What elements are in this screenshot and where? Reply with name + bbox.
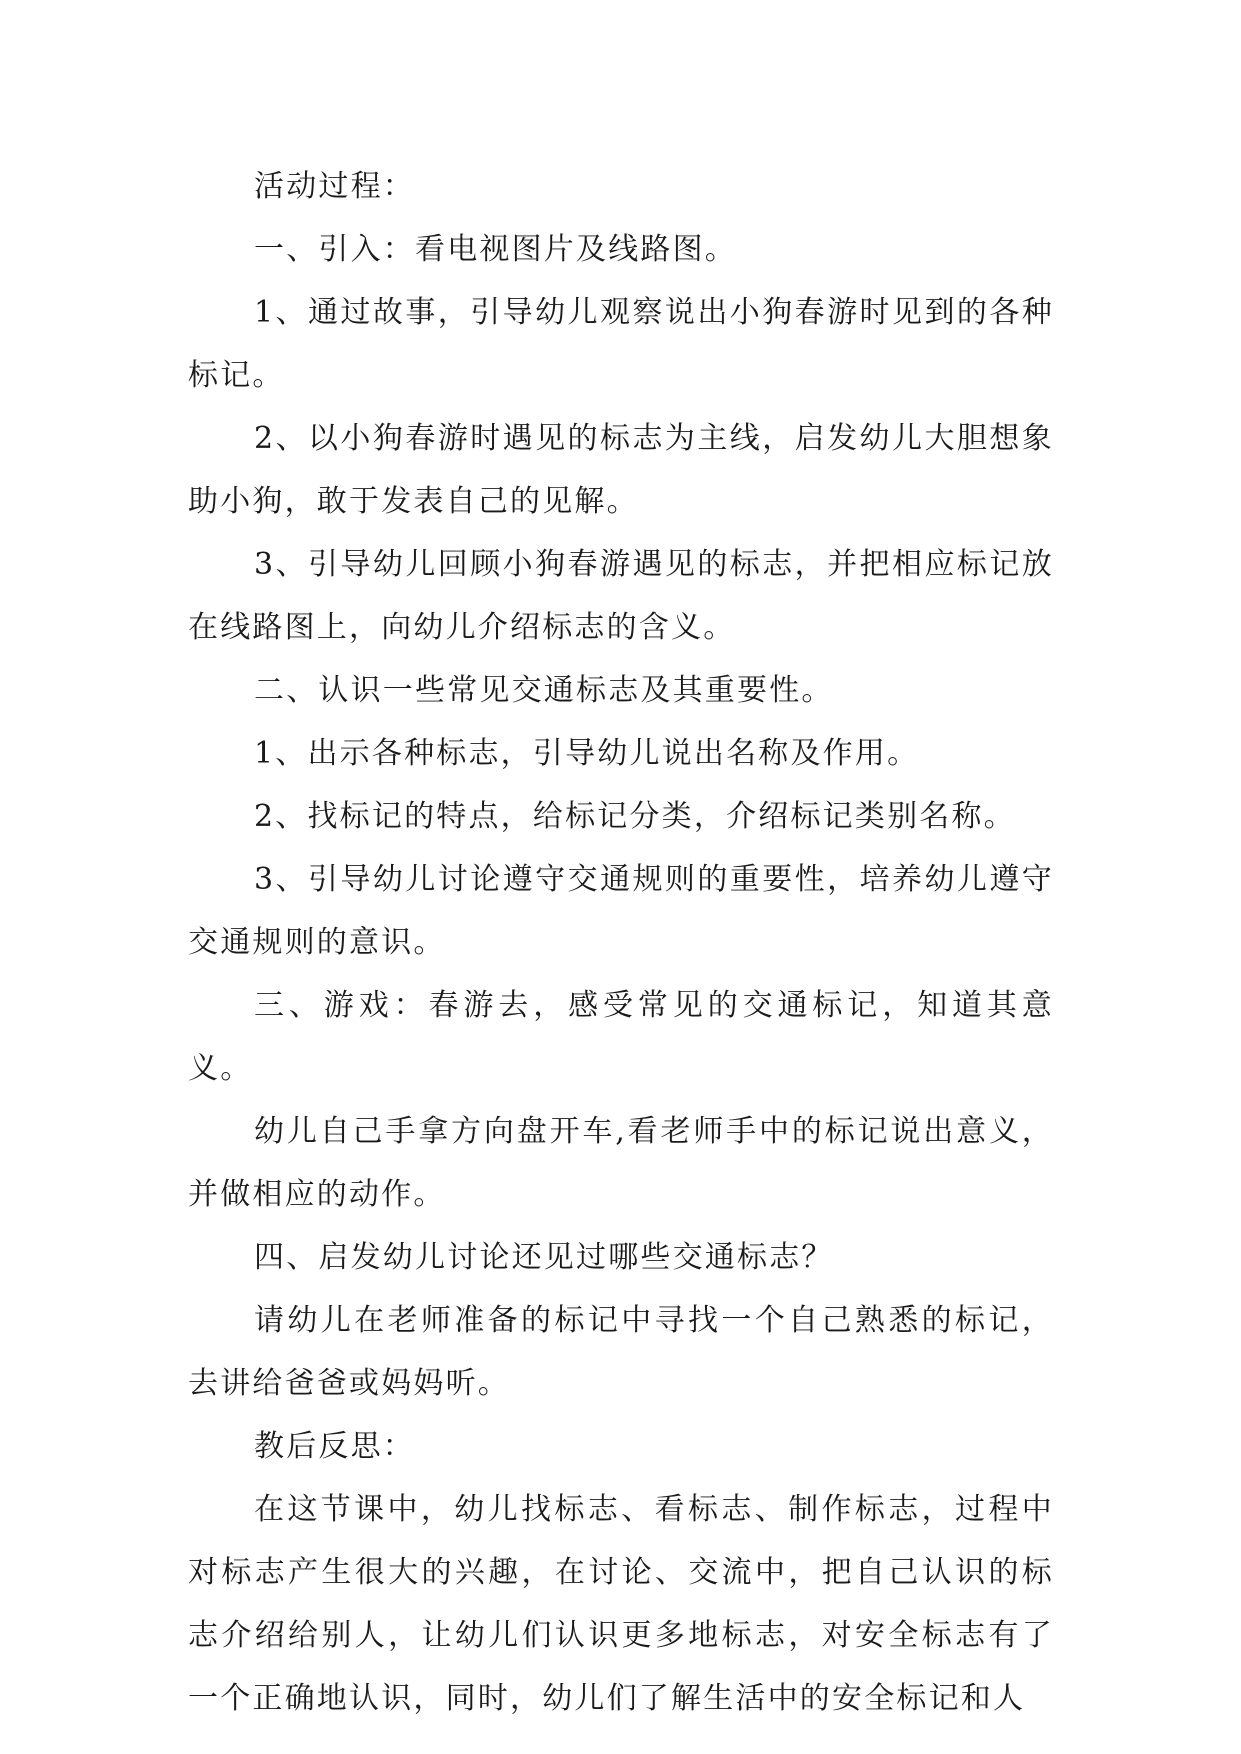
heading-activity-process: 活动过程： — [254, 169, 415, 204]
reflection-body: 在这节课中，幼儿找标志、看标志、制作标志，过程中对标志产生很大的兴趣，在讨论、交流中，把自己认识的标志介绍给别人，让幼儿们认识更多地标志，对安全标志有了一个正确地认识，同时，幼儿们了解生活中的安全标记和人 — [188, 1492, 1054, 1716]
step-1-item-3: 3、引导幼儿回顾小狗春游遇见的标志，并把相应标记放在线路图上，向幼儿介绍标志的含义。 — [188, 547, 1054, 645]
document-body — [188, 155, 1054, 1730]
step-3-detail: 幼儿自己手拿方向盘开车,看老师手中的标记说出意义，并做相应的动作。 — [188, 1114, 1054, 1212]
step-4-heading: 四、启发幼儿讨论还见过哪些交通标志？ — [254, 1240, 834, 1275]
step-1-intro: 一、引入：看电视图片及线路图。 — [254, 232, 737, 267]
step-4-detail: 请幼儿在老师准备的标记中寻找一个自己熟悉的标记，去讲给爸爸或妈妈听。 — [188, 1303, 1054, 1401]
step-2-heading: 二、认识一些常见交通标志及其重要性。 — [254, 673, 834, 708]
step-1-item-2: 2、以小狗春游时遇见的标志为主线，启发幼儿大胆想象助小狗，敢于发表自己的见解。 — [188, 421, 1054, 519]
heading-reflection: 教后反思： — [254, 1429, 415, 1464]
step-2-item-2: 2、找标记的特点，给标记分类，介绍标记类别名称。 — [254, 799, 1016, 834]
step-3-heading: 三、游戏：春游去，感受常见的交通标记，知道其意义。 — [188, 988, 1054, 1086]
step-1-item-1: 1、通过故事，引导幼儿观察说出小狗春游时见到的各种标记。 — [188, 295, 1054, 393]
step-2-item-1: 1、出示各种标志，引导幼儿说出名称及作用。 — [254, 736, 920, 771]
step-2-item-3: 3、引导幼儿讨论遵守交通规则的重要性，培养幼儿遵守交通规则的意识。 — [188, 862, 1054, 960]
